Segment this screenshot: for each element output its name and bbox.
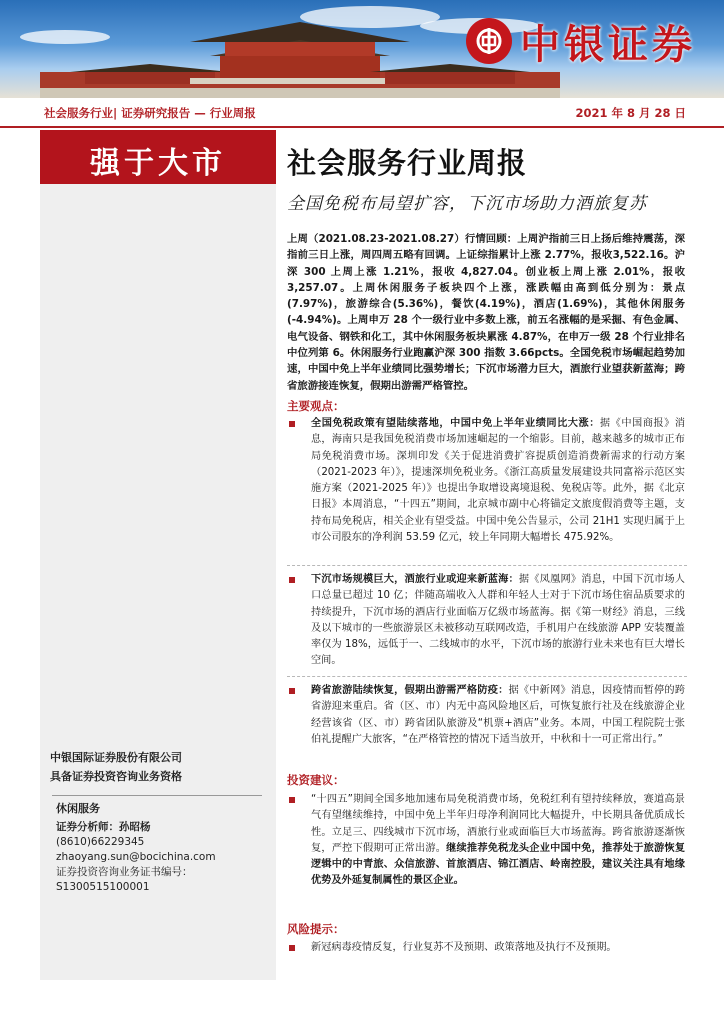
bullet-text: 据《凤凰网》消息，中国下沉市场人口总量已超过 10 亿；伴随高端收入人群和年轻人士对于下沉市场住宿品质要求的持续提升，下沉市场的酒店行业面临万亿级市场蓝海。据《第一财经》消息，三线及以下城市的一些旅游景区未被移动互联网改造，手机用户在线旅游 APP 安装覆盖率仅为 18%，远低于一、二线城市的水平，下沉市场的旅游行业未来也有巨大增长空间。 [311,574,685,667]
bullet-text: 据《中新网》消息，因疫情而暂停的跨省游迎来重启。省（区、市）内无中高风险地区后，可恢复旅行社及在线旅游企业经营该省（区、市）跨省团队旅游及“机票+酒店”业务。本周，中国工程院院士张伯礼提醒广大旅客，“在严格管控的情况下适当放开，中秋和十一可正常出行。” [311,685,686,745]
list-item [287,683,685,748]
list-item [287,416,685,546]
analyst-label: 证券分析师： [56,821,119,833]
rating-box [40,130,276,184]
divider [52,795,262,796]
analyst-phone: (8610)66229345 [56,836,145,848]
investment-recommendation: 继续推荐免税龙头企业中国中免，推荐处于旅游恢复逻辑中的中青旅、众信旅游、首旅酒店、锦江酒店、岭南控股，建议关注具有地缘优势及外延复制属性的景区企业。 [311,842,686,887]
key-points-heading: 主要观点： [287,399,345,413]
bullet-icon [289,421,295,427]
key-points-list [287,416,685,546]
brand-logo [466,14,696,68]
risk-text: 新冠病毒疫情反复，行业复苏不及预期、政策落地及执行不及预期。 [311,942,617,953]
risk-list [287,940,685,956]
list-item [287,940,685,956]
bullet-lead: 跨省旅游陆续恢复，假期出游需严格防疫： [311,685,509,696]
bullet-lead: 下沉市场规模巨大，酒旅行业或迎来新蓝海： [311,574,519,585]
analyst-license: 证券投资咨询业务证书编号：S1300515100001 [56,866,193,893]
bullet-lead: 全国免税政策有望陆续落地，中国中免上半年业绩同比大涨： [311,418,600,429]
report-date: 2021 年 8 月 28 日 [575,106,686,120]
firm-qualification: 具备证券投资咨询业务资格 [50,770,182,783]
firm-name: 中银国际证券股份有限公司 [50,751,182,764]
sector-name: 休闲服务 [56,802,100,815]
list-item [287,572,685,670]
list-item [287,792,685,890]
divider [287,676,687,677]
investment-heading: 投资建议： [287,773,345,787]
divider [287,565,687,566]
analyst-email[interactable]: zhaoyang.sun@bocichina.com [56,851,216,863]
header-banner [0,0,724,98]
risk-heading: 风险提示： [287,922,345,936]
bullet-icon [289,797,295,803]
investment-list [287,792,685,890]
key-points-list [287,572,685,670]
rating: 强于大市 [90,146,226,181]
bullet-icon [289,577,295,583]
brand-name: 中银证券 [520,20,696,68]
key-points-list [287,683,685,748]
report-header-bar [0,100,724,128]
bullet-icon [289,688,295,694]
market-summary: 上周（2021.08.23-2021.08.27）行情回顾：上周沪指前三日上扬后维持震荡，深指前三日上涨，周四周五略有回调。上证综指累计上涨 2.77%，报收3,522.16。沪深 300 上周上涨 1.21%，报收 4,827.04。创业板上周上涨 2.01%，报收 3,257.07。上周休闲服务子板块四个上涨，涨跌幅由高到低分别为：景点(7.97%)，旅游综合(5.36%)，餐饮(4.19%)，酒店(1.69%)，其他休闲服务(-4.94%)。上周申万 28 个一级行业中多数上涨，前五名涨幅的是采掘、有色金属、电气设备、钢铁和化工，其中休闲服务板块累涨 4.87%，在申万一级 28 个行业排名中位列第 6。休闲服务行业跑赢沪深 300 指数 3.66pcts。全国免税市场崛起趋势加速，中国中免上半年业绩同比强势增长；下沉市场潜力巨大，酒旅行业望获新蓝海；跨省旅游接连恢复，假期出游需严格管控。 [287,233,685,392]
analyst-info [56,820,271,895]
report-title: 社会服务行业周报 [287,146,528,180]
report-subtitle: 全国免税布局望扩容，下沉市场助力酒旅复苏 [287,194,647,214]
firm-info [50,748,182,786]
analyst-name: 孙昭杨 [119,821,151,833]
bank-logo-icon [466,18,512,64]
bullet-text: 据《中国商报》消息，海南只是我国免税消费市场加速崛起的一个缩影。目前，越来越多的城市正布局免税消费市场。深圳印发《关于促进消费扩容提质创造消费新需求的行动方案（2021-2023 年）》，提速深圳免税业务。《浙江高质量发展建设共同富裕示范区实施方案（2021-2025 年）》也提出争取增设离境退税、免税店等。此外，据《北京日报》本周消息，“十四五”期间，北京城市副中心将锚定文旅度假消费等主题，支持布局免税店，相关企业有望受益。中国中免公告显示，公司 21H1 实现归属于上市公司股东的净利润 53.59 亿元，较上年同期大幅增长 475.92%。 [311,418,686,544]
report-category: 社会服务行业| 证券研究报告 — 行业周报 [44,106,256,120]
bullet-icon [289,945,295,951]
investment-text: “十四五”期间全国多地加速布局免税消费市场，免税红利有望持续释放，赛道高景气有望继续维持，中国中免上半年归母净利润同比大幅提升，中长期具备优质成长性。立足三、四线城市下沉市场，酒旅行业或面临巨大市场蓝海。跨省旅游逐渐恢复，严控下假期可正常出游。 [311,794,685,854]
